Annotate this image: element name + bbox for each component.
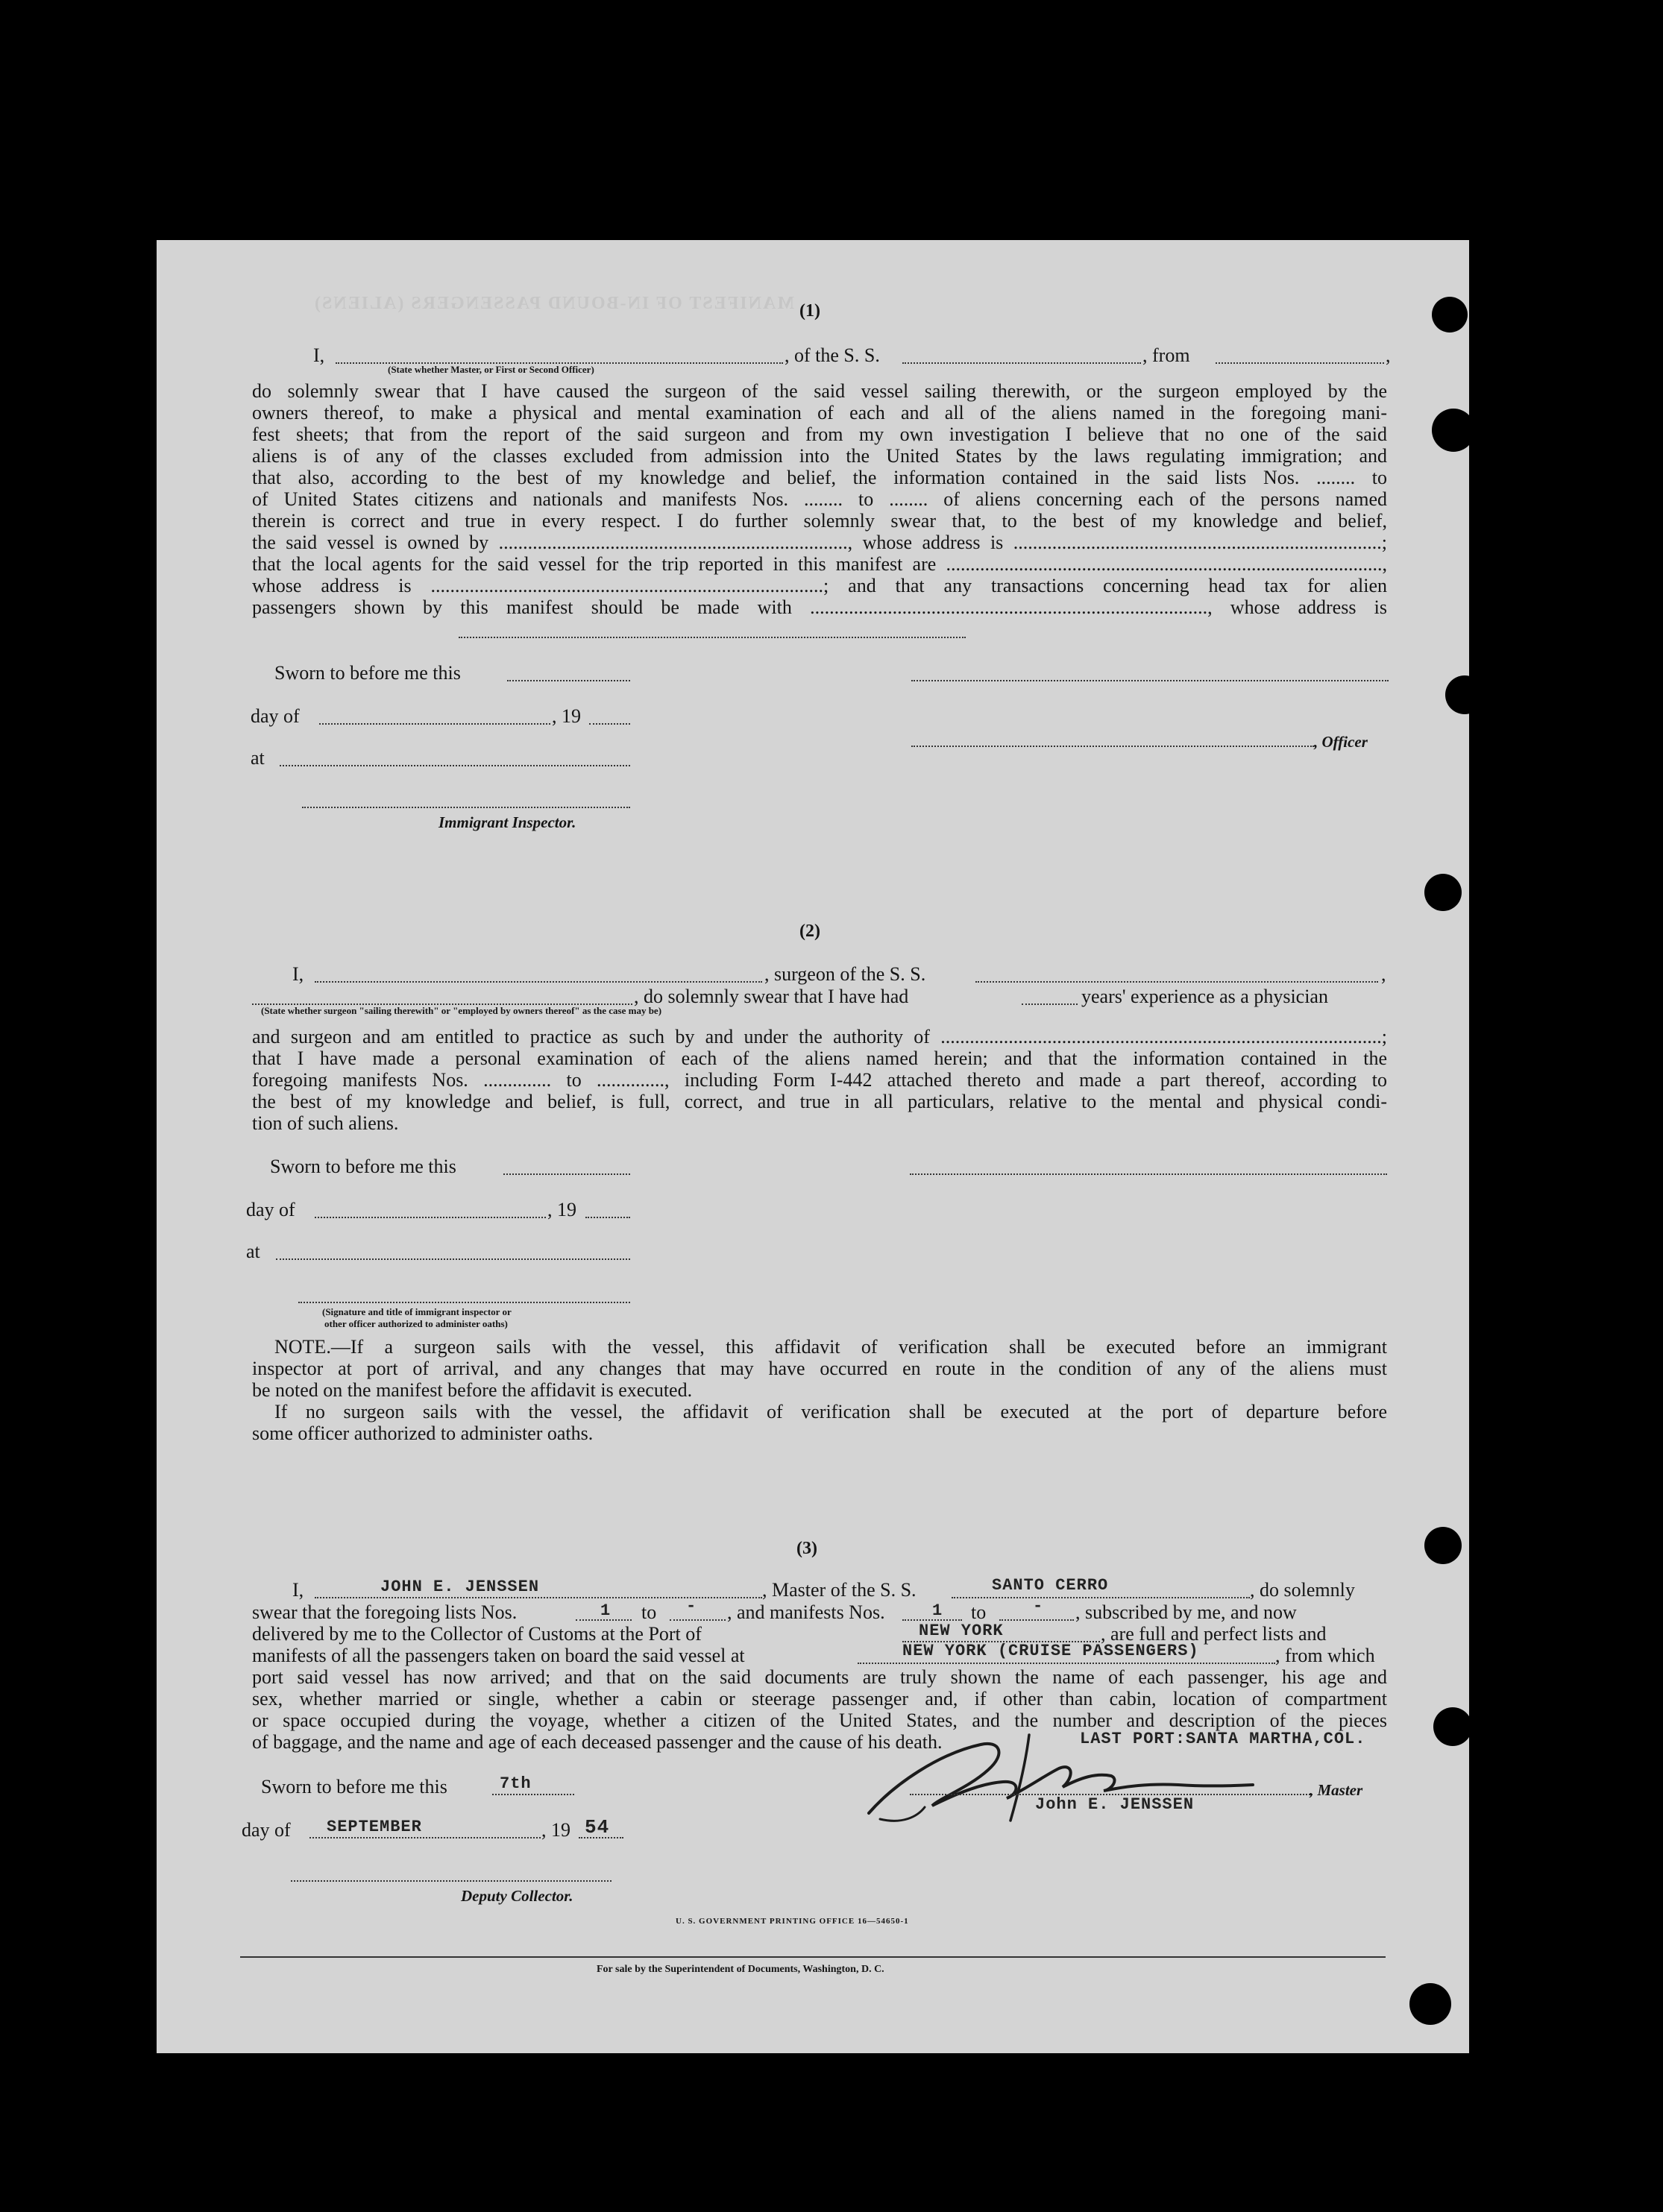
s1-officer-signature-line-1 — [911, 680, 1389, 681]
s3-line-2: or space occupied during the voyage, whether a citizen of the United States, and the number and description of the pieces — [252, 1710, 1387, 1731]
punch-hole — [1432, 409, 1475, 452]
s2-surgeon-signature-line — [910, 1173, 1387, 1175]
s1-line-5: of United States citizens and nationals and manifests Nos. ........ to ........ of aliens concerning each of the persons named — [252, 488, 1387, 510]
s3-port: NEW YORK — [919, 1622, 1004, 1640]
for-sale-notice: For sale by the Superintendent of Documents, Washington, D. C. — [597, 1964, 884, 1975]
s3-vessel-name: SANTO CERRO — [992, 1576, 1109, 1595]
s2-day-blank — [315, 1217, 546, 1218]
document-page — [157, 240, 1469, 2053]
bleed-through-header: MANIFEST OF IN-BOUND PASSENGERS (ALIENS) — [313, 294, 794, 313]
s1-officer-note: (State whether Master, or First or Second Officer) — [388, 364, 594, 375]
s1-line-10: passengers shown by this manifest should be made with .................................................................................., whose address is — [252, 596, 1387, 618]
s1-day-blank — [319, 723, 550, 725]
s3-lists-from: 1 — [600, 1601, 612, 1620]
s3-line-0: port said vessel has now arrived; and that on the said documents are truly shown the name of each passenger, his age and — [252, 1666, 1387, 1688]
s3-line4-b: , from which — [1275, 1645, 1375, 1666]
s3-line2-to2: to — [971, 1601, 987, 1623]
s2-line-1: that I have made a personal examination of each of the aliens named herein; and that the information contained in the — [252, 1047, 1387, 1069]
s2-sig-note-2: other officer authorized to administer oaths) — [324, 1318, 508, 1329]
s1-line-3: aliens is of any of the classes excluded from admission into the United States by the laws regulating immigration; and — [252, 445, 1387, 467]
s2-day-of-label: day of — [246, 1199, 295, 1220]
s2-at-blank — [276, 1258, 630, 1260]
s1-at-blank — [280, 765, 630, 766]
punch-hole — [1409, 2074, 1450, 2114]
s3-vessel-blank — [952, 1597, 1250, 1598]
s2-note-1: inspector at port of arrival, and any changes that may have occurred en route in the condition of any of the aliens must — [252, 1358, 1387, 1379]
s3-line3-a: delivered by me to the Collector of Customs at the Port of — [252, 1623, 702, 1645]
s2-year-blank — [585, 1217, 630, 1218]
s3-deputy-signature-line — [291, 1880, 612, 1882]
s1-vessel-blank — [902, 362, 1141, 364]
s2-sworn-label: Sworn to before me this — [270, 1156, 456, 1177]
s3-label-master-of: , Master of the S. S. — [762, 1579, 917, 1601]
s3-label-i: I, — [292, 1579, 304, 1601]
section-2-number: (2) — [799, 921, 820, 941]
s3-sworn-blank — [492, 1794, 574, 1795]
s3-typed-signature: John E. JENSSEN — [1035, 1795, 1195, 1814]
s1-line-4: that also, according to the best of my knowledge and belief, the information contained in the said lists Nos. ........ to — [252, 467, 1387, 488]
s3-month: SEPTEMBER — [327, 1818, 422, 1836]
s3-manifests-to: - — [1033, 1597, 1044, 1616]
punch-hole — [1424, 874, 1462, 911]
s2-line-2: foregoing manifests Nos. .............. to .............., including Form I-442 attached thereto and made a part thereof, according to — [252, 1069, 1387, 1091]
s3-master-name: JOHN E. JENSSEN — [380, 1578, 540, 1596]
s1-officer-signature-line-2 — [911, 746, 1314, 747]
s2-sig-note-1: (Signature and title of immigrant inspector or — [322, 1306, 512, 1317]
s3-line2-to: to — [641, 1601, 657, 1623]
punch-hole — [1445, 675, 1484, 714]
s2-surgeon-blank — [315, 981, 762, 983]
s2-sworn-blank — [503, 1173, 630, 1175]
s1-at-label: at — [251, 747, 265, 769]
s3-line2-c: , subscribed by me, and now — [1075, 1601, 1297, 1623]
s3-last-port: LAST PORT:SANTA MARTHA,COL. — [1080, 1730, 1366, 1748]
s1-sworn-label: Sworn to before me this — [274, 662, 461, 684]
s3-manifests-from: 1 — [932, 1601, 943, 1620]
punch-hole — [1433, 1707, 1472, 1746]
s1-sworn-blank — [507, 680, 630, 681]
s1-line-0: do solemnly swear that I have caused the surgeon of the said vessel sailing therewith, or the surgeon employed by the — [252, 380, 1387, 402]
gpo-imprint: U. S. GOVERNMENT PRINTING OFFICE 16—54650-1 — [676, 1917, 909, 1926]
s3-day-of-label: day of — [242, 1819, 291, 1841]
punch-hole — [1424, 1527, 1462, 1564]
s3-line4-a: manifests of all the passengers taken on board the said vessel at — [252, 1645, 745, 1666]
bottom-rule — [240, 1956, 1386, 1958]
punch-hole — [1432, 297, 1468, 333]
s2-line1-comma: , — [1381, 963, 1386, 985]
s1-line-1: owners thereof, to make a physical and mental examination of each and all of the aliens named in the foregoing mani- — [252, 402, 1387, 423]
s3-last-line: of baggage, and the name and age of each deceased passenger and the cause of his death. — [252, 1731, 943, 1753]
s3-year-suffix: 54 — [585, 1816, 610, 1838]
s2-label-surgeon: , surgeon of the S. S. — [764, 963, 926, 985]
s3-year-label: , 19 — [541, 1819, 570, 1841]
s3-lists-to: - — [686, 1597, 697, 1616]
s1-officer-label: , Officer — [1314, 733, 1368, 751]
s1-inspector-label: Immigrant Inspector. — [438, 813, 576, 831]
s2-inspector-signature-line — [298, 1302, 630, 1303]
s1-address-blank — [459, 637, 966, 638]
s2-vessel-blank — [975, 981, 1378, 983]
s1-line-7: the said vessel is owned by ........................................................................, whose address is ............................................................................; — [252, 532, 1387, 553]
s3-sworn-day: 7th — [500, 1774, 532, 1793]
s1-day-of-label: day of — [251, 705, 300, 727]
s3-line2-b: , and manifests Nos. — [727, 1601, 885, 1623]
s3-line3-b: , are full and perfect lists and — [1101, 1623, 1327, 1645]
s1-year-blank — [589, 723, 630, 725]
s1-line-2: fest sheets; that from the report of the said surgeon and from my own investigation I believe that no one of the said — [252, 423, 1387, 445]
s2-year-label: , 19 — [547, 1199, 576, 1220]
s2-capacity-note: (State whether surgeon "sailing therewith" or "employed by owners thereof" as the case may be) — [261, 1005, 662, 1016]
s2-line-0: and surgeon and am entitled to practice as such by and under the authority of ...........................................................................................; — [252, 1026, 1387, 1047]
s3-line-1: sex, whether married or single, whether a cabin or steerage passenger and, if other than cabin, location of compartment — [252, 1688, 1387, 1710]
master-signature — [850, 1724, 1268, 1836]
s2-label-i: I, — [292, 963, 304, 985]
s2-line-4: tion of such aliens. — [252, 1112, 399, 1134]
s3-boarded-at: NEW YORK (CRUISE PASSENGERS) — [902, 1642, 1199, 1660]
section-1-number: (1) — [799, 301, 820, 321]
s2-years-blank — [1022, 1003, 1078, 1005]
s2-note-2: be noted on the manifest before the affidavit is executed. — [252, 1379, 693, 1401]
s3-label-solemnly: , do solemnly — [1250, 1579, 1355, 1601]
punch-hole — [1409, 1983, 1451, 2025]
s3-master-label: , Master — [1310, 1781, 1363, 1799]
s1-year-label: , 19 — [552, 705, 581, 727]
s2-label-swear: , do solemnly swear that I have had — [634, 986, 909, 1007]
s3-deputy-label: Deputy Collector. — [461, 1887, 573, 1905]
s3-line2-a: swear that the foregoing lists Nos. — [252, 1601, 518, 1623]
s3-month-blank — [309, 1837, 541, 1838]
s3-boarded-blank — [858, 1663, 1275, 1664]
s1-label-i: I, — [313, 344, 325, 366]
s2-label-years: years' experience as a physician — [1081, 986, 1328, 1007]
s3-sworn-label: Sworn to before me this — [261, 1776, 447, 1797]
s1-label-from: , from — [1142, 344, 1190, 366]
s2-note2-1: some officer authorized to administer oaths. — [252, 1422, 594, 1444]
s3-lists-to-blank — [670, 1619, 726, 1621]
s1-line-9: whose address is .................................................................................; and that any transactions concerning head tax for alien — [252, 575, 1387, 596]
s1-line-8: that the local agents for the said vessel for the trip reported in this manifest are .........................................................................................., — [252, 553, 1387, 575]
s2-note2-0: If no surgeon sails with the vessel, the affidavit of verification shall be executed at the port of departure before — [274, 1401, 1387, 1422]
s1-line1-comma: , — [1386, 344, 1391, 366]
s1-inspector-signature-line — [302, 807, 630, 808]
s1-line-6: therein is correct and true in every respect. I do further solemnly swear that, to the best of my knowledge and belief, — [252, 510, 1387, 532]
section-3-number: (3) — [796, 1539, 817, 1558]
s1-from-blank — [1216, 362, 1384, 364]
s3-manifests-to-blank — [999, 1619, 1074, 1621]
s2-at-label: at — [246, 1241, 260, 1262]
s2-line-3: the best of my knowledge and belief, is full, correct, and true in all particulars, relative to the mental and physical condi- — [252, 1091, 1387, 1112]
s1-label-of-ss: , of the S. S. — [785, 344, 880, 366]
s2-note-0: NOTE.—If a surgeon sails with the vessel, this affidavit of verification shall be executed before an immigrant — [274, 1336, 1387, 1358]
